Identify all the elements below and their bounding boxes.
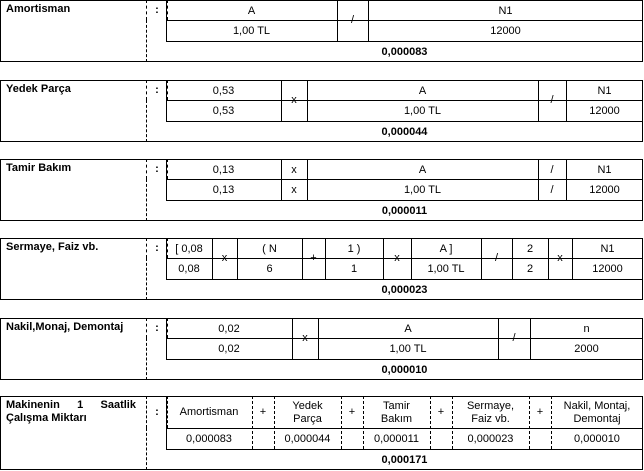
makine-label-word: 1: [77, 399, 84, 411]
multiply-operator: x: [557, 252, 563, 264]
formula-a: A: [247, 5, 256, 17]
tamir-bakim-block: [0, 159, 643, 221]
factor: 0,53: [212, 85, 235, 97]
header-nakil-line2: Demontaj: [573, 413, 621, 425]
yedek-parca-block: [0, 80, 643, 142]
value-tamir-bakim: 0,000011: [373, 433, 420, 445]
multiply-operator: x: [291, 184, 297, 196]
value-n1: 12000: [592, 263, 623, 275]
value-n1: 12000: [589, 105, 620, 117]
header-sermaye-faiz-line2: Faiz vb.: [471, 413, 510, 425]
formula-a: A ]: [439, 243, 453, 255]
formula-two: 2: [526, 243, 534, 255]
value-n1: 12000: [490, 25, 521, 37]
value-nakil: 0,000010: [574, 433, 620, 445]
multiply-operator: x: [291, 164, 297, 176]
header-nakil-line1: Nakil, Montaj,: [563, 400, 631, 412]
makine-label-word: Makinenin: [6, 399, 60, 411]
value-n: 2000: [574, 343, 599, 355]
colon: :: [146, 80, 168, 100]
plus-operator: +: [348, 406, 356, 418]
divide-operator: /: [550, 94, 554, 106]
value-n1: 12000: [589, 184, 620, 196]
sermaye-faiz-block: [0, 238, 643, 300]
factor-value: 0,53: [212, 105, 235, 117]
amortisman-result: 0,000083: [381, 46, 428, 58]
yedek-parca-result: 0,000044: [381, 126, 428, 138]
divide-operator: /: [550, 184, 554, 196]
divide-operator: /: [494, 252, 499, 264]
colon: :: [146, 318, 168, 338]
colon: :: [146, 238, 168, 258]
yedek-parca-label: Yedek Parça: [6, 83, 71, 95]
formula-one: 1 ): [347, 243, 361, 255]
amortisman-label: Amortisman: [6, 3, 71, 15]
header-yedek-parca-line2: Parça: [293, 413, 322, 425]
divide-operator: /: [350, 14, 355, 26]
multiply-operator: x: [221, 252, 228, 264]
makine-label: [6, 399, 136, 425]
value-yedek-parca: 0,000044: [284, 433, 331, 445]
tamir-bakim-label: Tamir Bakım: [6, 162, 72, 174]
value-a: 1,00 TL: [232, 25, 271, 37]
factor: 0,02: [218, 323, 240, 335]
formula-a: A: [418, 164, 427, 176]
plus-operator: +: [437, 406, 445, 418]
divide-operator: /: [512, 332, 516, 344]
multiply-operator: x: [302, 332, 308, 344]
value-two: 2: [526, 263, 534, 275]
formula-n1: N1: [597, 164, 612, 176]
value-a: 1,00 TL: [427, 263, 465, 275]
factor-value: 0,13: [212, 184, 235, 196]
colon: :: [146, 396, 168, 428]
formula-n: ( N: [262, 243, 277, 255]
value-a: 1,00 TL: [389, 343, 427, 355]
sermaye-faiz-result: 0,000023: [381, 284, 428, 296]
makine-label-line2: Çalışma Miktarı: [6, 412, 87, 424]
amortisman-block: [0, 0, 643, 62]
plus-operator: +: [259, 406, 267, 418]
coef-value: 0,08: [178, 263, 200, 275]
formula-n1: N1: [600, 243, 615, 255]
multiply-operator: x: [291, 94, 297, 106]
makine-total-block: [0, 396, 643, 470]
value-one: 1: [350, 263, 358, 275]
makine-total-result: 0,000171: [381, 454, 428, 466]
value-a: 1,00 TL: [403, 184, 442, 196]
tamir-bakim-result: 0,000011: [381, 205, 428, 217]
formula-n1: N1: [597, 85, 612, 97]
factor-value: 0,02: [218, 343, 240, 355]
coef-bracket: [ 0,08: [175, 243, 203, 255]
value-sermaye-faiz: 0,000023: [467, 433, 514, 445]
sermaye-faiz-label: Sermaye, Faiz vb.: [6, 241, 99, 253]
divide-operator: /: [550, 164, 554, 176]
value-amortisman: 0,000083: [186, 433, 232, 445]
nakil-label: Nakil,Monaj, Demontaj: [6, 321, 124, 333]
makine-label-word: Saatlik: [100, 399, 136, 411]
header-tamir-bakim-line1: Tamir: [383, 400, 410, 412]
plus-operator: +: [310, 252, 317, 264]
colon: :: [146, 0, 168, 20]
value-a: 1,00 TL: [403, 105, 442, 117]
formula-a: A: [404, 323, 412, 335]
value-n: 6: [266, 263, 273, 275]
plus-operator: +: [536, 406, 544, 418]
header-sermaye-faiz-line1: Sermaye,: [466, 400, 515, 412]
formula-a: A: [418, 85, 427, 97]
formula-n1: N1: [498, 5, 513, 17]
header-yedek-parca-line1: Yedek: [292, 400, 323, 412]
header-amortisman: Amortisman: [179, 406, 239, 418]
formula-n: n: [583, 323, 590, 335]
nakil-block: [0, 318, 643, 380]
factor: 0,13: [212, 164, 235, 176]
nakil-result: 0,000010: [381, 364, 428, 376]
colon: :: [146, 159, 168, 179]
header-tamir-bakim-line2: Bakım: [380, 413, 413, 425]
multiply-operator: x: [394, 252, 400, 264]
